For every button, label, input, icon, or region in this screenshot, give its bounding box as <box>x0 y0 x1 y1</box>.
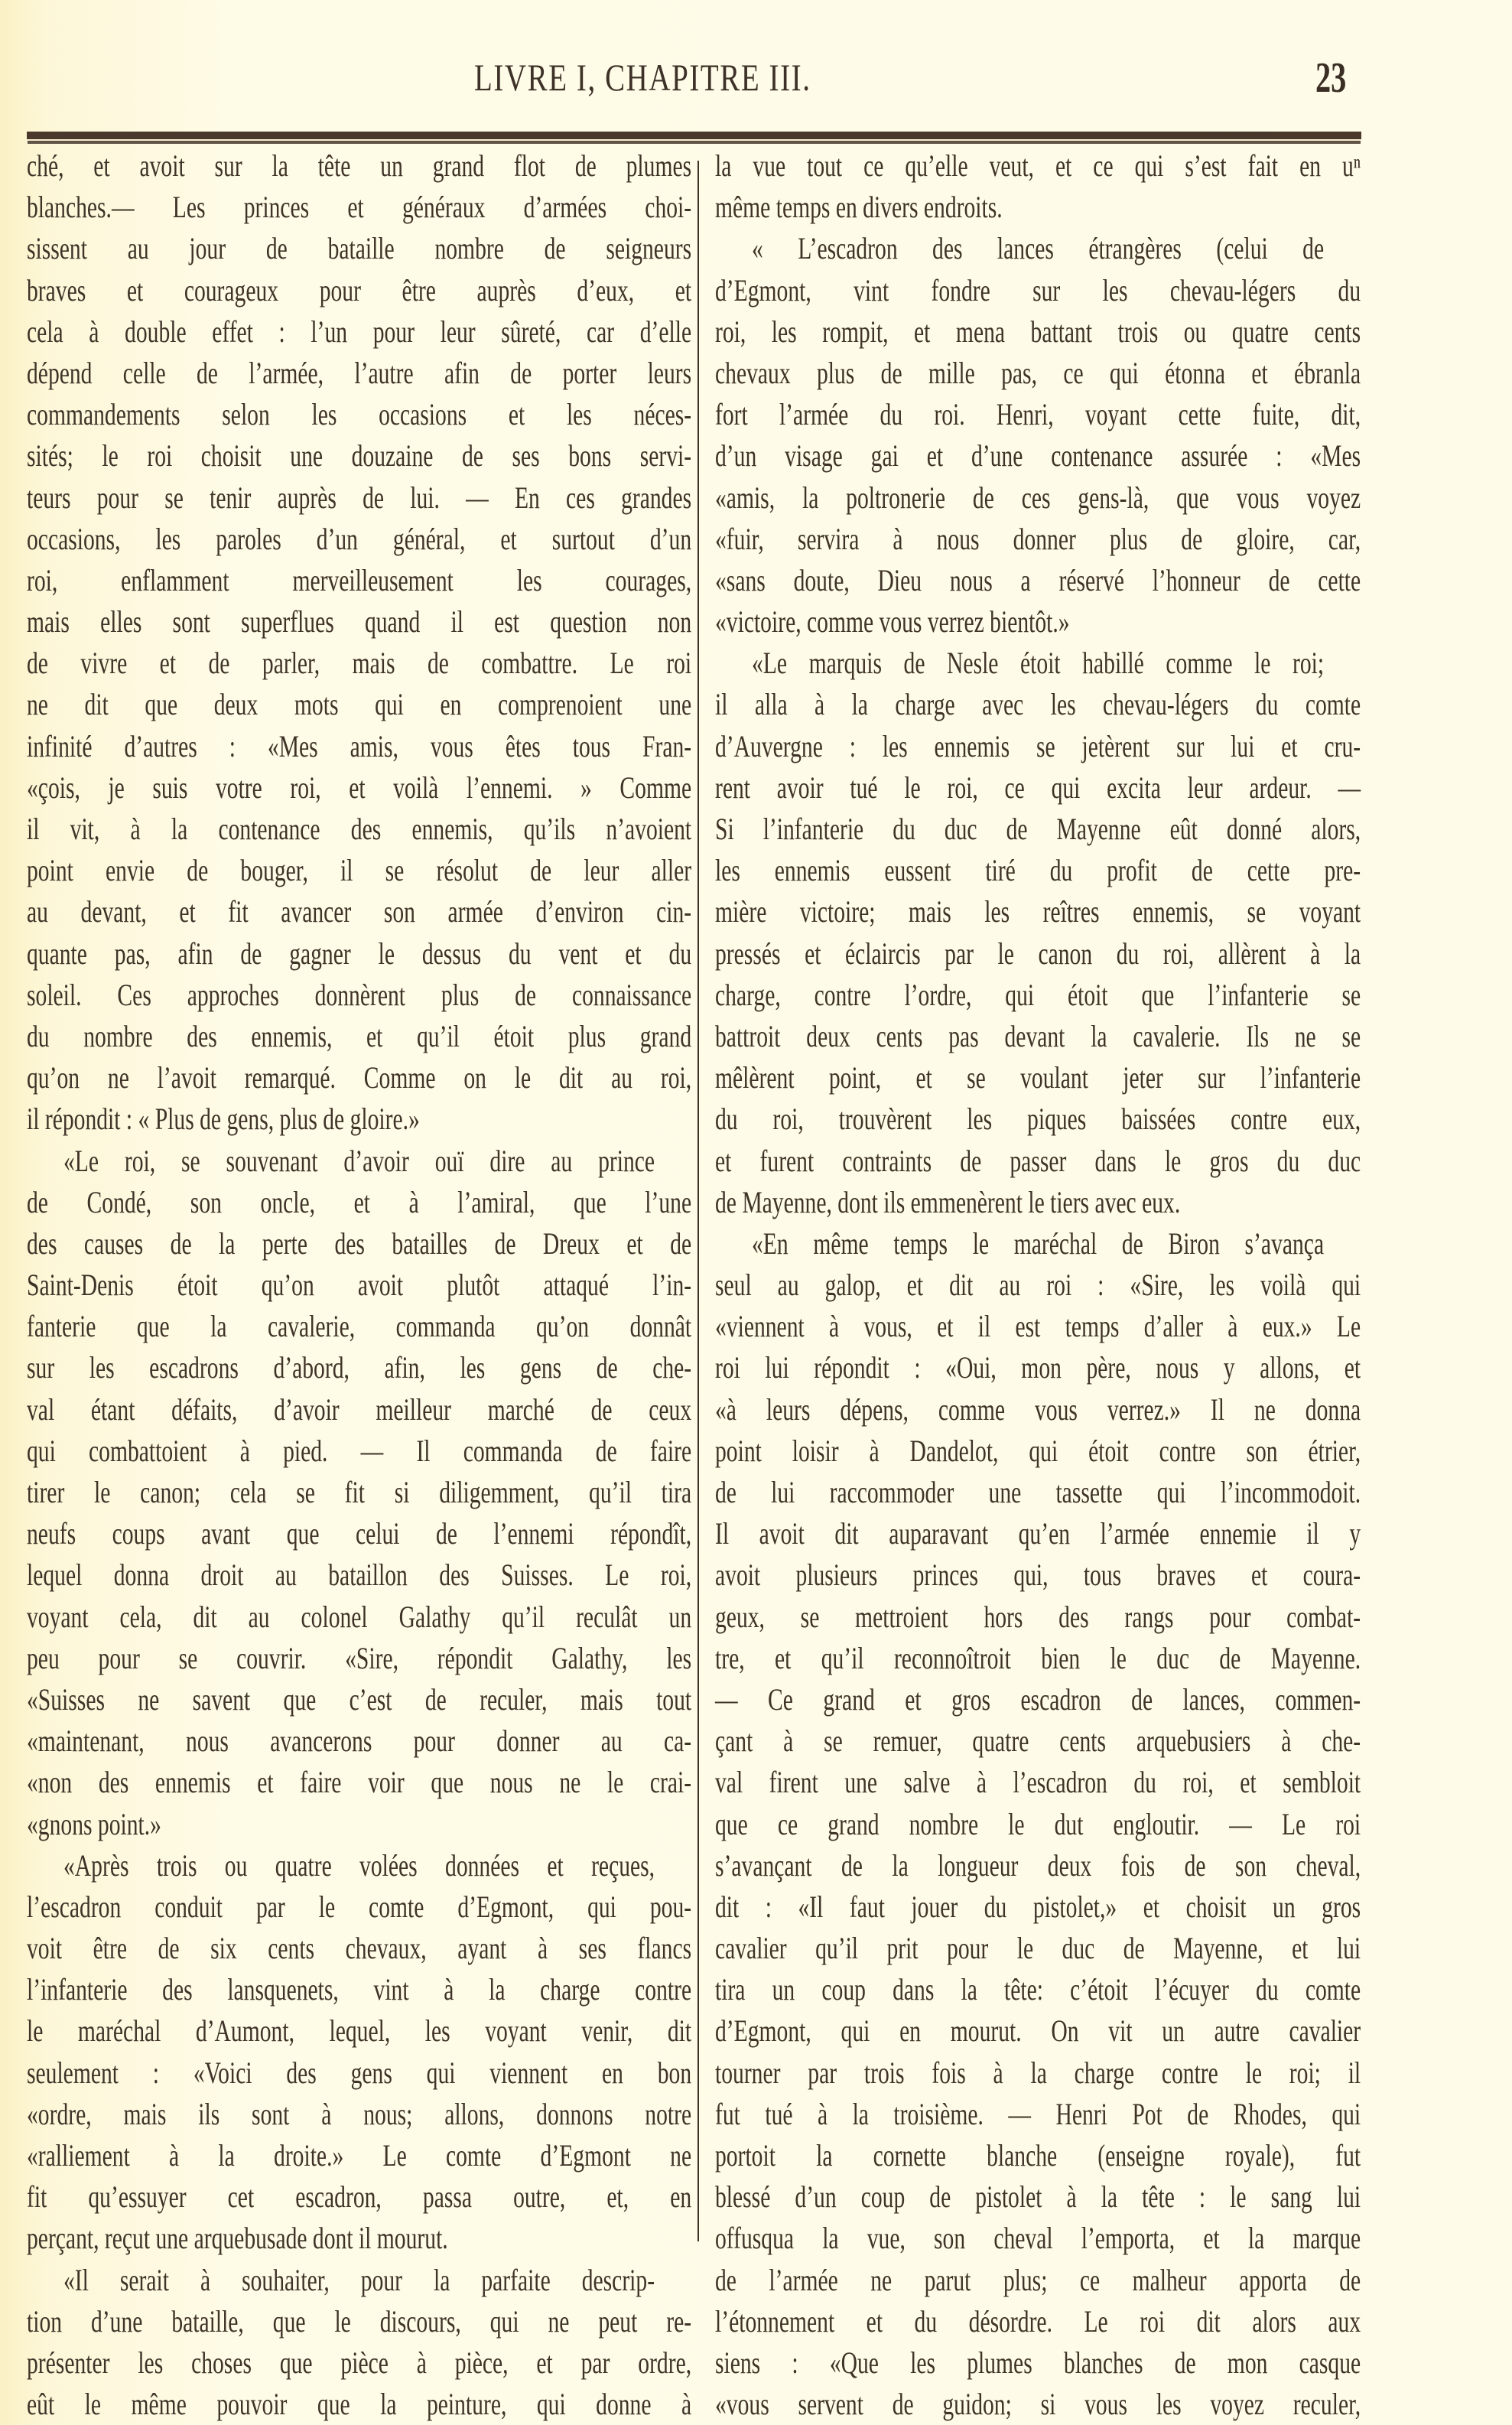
text-line <box>715 1347 1361 1388</box>
text-line-content: roi, les rompit, et mena battant trois ou quatre cents <box>715 314 1361 349</box>
text-line <box>27 1969 692 2010</box>
text-line <box>27 477 692 519</box>
text-line <box>715 311 1361 353</box>
text-line <box>27 850 692 891</box>
text-line <box>715 601 1361 643</box>
text-line-content: battroit deux cents pas devant la cavalerie. Ils ne se <box>715 1018 1361 1053</box>
text-line <box>715 767 1361 809</box>
text-line-content: mêlèrent point, et se voulant jeter sur l’infanterie <box>715 1060 1361 1095</box>
text-line-content: tion d’une bataille, que le discours, qui ne peut re- <box>27 2303 692 2339</box>
text-line <box>27 601 692 643</box>
text-line <box>715 353 1361 394</box>
text-line <box>715 1638 1361 1679</box>
text-line-content: roi, enflamment merveilleusement les courages, <box>27 562 692 597</box>
text-line-content: val firent une salve à l’escadron du roi, et sembloit <box>715 1765 1361 1800</box>
chapter-heading: LIVRE I, CHAPITRE III. <box>474 56 811 99</box>
column-divider <box>697 161 699 2241</box>
text-line-content: du roi, trouvèrent les piques baissées contre eux, <box>715 1102 1361 1137</box>
text-line <box>715 560 1361 601</box>
text-line-content: «Le roi, se souvenant d’avoir ouï dire au prince <box>63 1143 655 1178</box>
text-line <box>715 187 1361 228</box>
text-line <box>27 1886 692 1928</box>
text-line <box>715 1306 1361 1347</box>
text-line-content: qui combattoient à pied. — Il commanda de faire <box>27 1433 692 1468</box>
text-line <box>27 1762 692 1803</box>
text-line <box>715 933 1361 975</box>
text-line-content: Saint-Denis étoit qu’on avoit plutôt attaqué l’in- <box>27 1268 692 1303</box>
text-line <box>715 435 1361 477</box>
text-line-content: siens : «Que les plumes blanches de mon casque <box>715 2345 1361 2380</box>
text-line <box>715 643 1361 684</box>
text-line-content: présenter les choses que pièce à pièce, et par ordre, <box>27 2345 692 2380</box>
text-line-content: blanches.— Les princes et généraux d’armées choi- <box>27 190 692 225</box>
text-line <box>27 1265 692 1306</box>
text-line-content: «En même temps le maréchal de Biron s’avança <box>752 1226 1325 1261</box>
text-line <box>715 1431 1361 1472</box>
text-line-content: seulement : «Voici des gens qui viennent en bon <box>27 2055 692 2090</box>
text-line <box>715 145 1361 187</box>
text-line <box>27 1223 692 1265</box>
text-line <box>715 1057 1361 1099</box>
text-line-content: tourner par trois fois à la charge contre le roi; il <box>715 2055 1361 2090</box>
text-line-content: ne dit que deux mots qui en comprenoient une <box>27 687 692 722</box>
text-line-content: «Le marquis de Nesle étoit habillé comme le roi; <box>752 646 1325 681</box>
text-line-content: — Ce grand et gros escadron de lances, commen- <box>715 1681 1361 1717</box>
text-line-content: eût le même pouvoir que la peinture, qui donne à <box>27 2387 692 2422</box>
text-line <box>27 726 692 767</box>
text-line-content: tira un coup dans la tête: c’étoit l’écuyer du comte <box>715 1972 1361 2007</box>
text-line-content: « L’escadron des lances étrangères (celui de <box>752 231 1325 266</box>
text-line <box>715 1804 1361 1845</box>
text-line-content: blessé d’un coup de pistolet à la tête : le sang lui <box>715 2179 1361 2215</box>
text-line-content: «Suisses ne savent que c’est de reculer, mais tout <box>27 1681 692 1717</box>
text-line-content: les ennemis eussent tiré du profit de cette pre- <box>715 853 1361 888</box>
text-line <box>715 228 1361 269</box>
text-line <box>27 2052 692 2094</box>
text-line <box>715 1016 1361 1057</box>
text-line-content: «ralliement à la droite.» Le comte d’Egmont ne <box>27 2138 692 2173</box>
text-line <box>715 2218 1361 2259</box>
text-line-content: chevaux plus de mille pas, ce qui étonna et ébranla <box>715 355 1361 390</box>
text-line <box>27 1845 692 1886</box>
text-line <box>27 2218 692 2259</box>
text-line-content: de Condé, son oncle, et à l’amiral, que l’une <box>27 1184 692 1219</box>
text-line-content: fort l’armée du roi. Henri, voyant cette fuite, dit, <box>715 397 1361 432</box>
text-line <box>27 270 692 311</box>
text-line-content: de vivre et de parler, mais de combattre. Le roi <box>27 646 692 681</box>
text-line-content: des causes de la perte des batailles de Dreux et de <box>27 1226 692 1261</box>
text-line <box>715 2342 1361 2384</box>
text-line-content: roi lui répondit : «Oui, mon père, nous y allons, et <box>715 1350 1361 1385</box>
text-line <box>715 477 1361 519</box>
text-line-content: çant à se remuer, quatre cents arquebusiers à che- <box>715 1724 1361 1759</box>
text-line-content: d’un visage gai et d’une contenance assurée : «Mes <box>715 438 1361 474</box>
text-line <box>27 1099 692 1140</box>
text-column-left <box>27 145 692 2425</box>
text-line <box>715 2135 1361 2176</box>
text-line <box>27 1679 692 1720</box>
text-line <box>715 1099 1361 1140</box>
text-line <box>27 1513 692 1554</box>
text-column-right <box>715 145 1361 2425</box>
text-line-content: d’Egmont, qui en mourut. On vit un autre cavalier <box>715 2013 1361 2049</box>
text-line <box>715 850 1361 891</box>
text-line-content: le maréchal d’Aumont, lequel, les voyant venir, dit <box>27 2013 692 2049</box>
text-line-content: avoit plusieurs princes qui, tous braves et coura- <box>715 1558 1361 1593</box>
text-line-content: peu pour se couvrir. «Sire, répondit Galathy, les <box>27 1640 692 1675</box>
text-line <box>715 1597 1361 1638</box>
text-line-content: «vous servent de guidon; si vous les voyez reculer, <box>715 2387 1361 2422</box>
text-line <box>715 394 1361 435</box>
text-line-content: et furent contraints de passer dans le gros du duc <box>715 1143 1361 1178</box>
text-line-content: «maintenant, nous avancerons pour donner au ca- <box>27 1724 692 1759</box>
text-line-content: seul au galop, et dit au roi : «Sire, les voilà qui <box>715 1268 1361 1303</box>
text-line-content: que ce grand nombre le dut engloutir. — Le roi <box>715 1806 1361 1841</box>
text-line <box>715 1223 1361 1265</box>
text-line <box>27 684 692 725</box>
text-line-content: «fuir, servira à nous donner plus de gloire, car, <box>715 521 1361 556</box>
text-line-content: geux, se mettroient hors des rangs pour combat- <box>715 1599 1361 1634</box>
text-line-content: «sans doute, Dieu nous a réservé l’honneur de cette <box>715 562 1361 597</box>
text-line <box>27 975 692 1016</box>
text-line-content: sur les escadrons d’abord, afin, les gens de che- <box>27 1350 692 1385</box>
text-line-content: fanterie que la cavalerie, commanda qu’on donnât <box>27 1309 692 1344</box>
text-line <box>27 2135 692 2176</box>
text-line-content: d’Auvergne : les ennemis se jetèrent sur lui et cru- <box>715 728 1361 763</box>
text-line <box>27 1928 692 1969</box>
text-line-content: voyant cela, dit au colonel Galathy qu’il reculât un <box>27 1599 692 1634</box>
text-line-content: soleil. Ces approches donnèrent plus de connaissance <box>27 977 692 1012</box>
text-line <box>27 311 692 353</box>
text-line <box>27 1638 692 1679</box>
text-line <box>715 1141 1361 1182</box>
text-line-content: fut tué à la troisième. — Henri Pot de Rhodes, qui <box>715 2096 1361 2131</box>
text-line-content: de l’armée ne parut plus; ce malheur apporta de <box>715 2262 1361 2297</box>
text-line-content: val étant défaits, d’avoir meilleur marché de ceux <box>27 1392 692 1427</box>
text-line <box>715 1265 1361 1306</box>
text-line-content: «amis, la poltronerie de ces gens-là, que vous voyez <box>715 480 1361 515</box>
page-number: 23 <box>1315 54 1347 102</box>
text-line <box>27 1306 692 1347</box>
text-line <box>715 1679 1361 1720</box>
text-line <box>715 1389 1361 1431</box>
text-line-content: tirer le canon; cela se fit si diligemment, qu’il tira <box>27 1475 692 1509</box>
text-line-content: occasions, les paroles d’un général, et surtout d’un <box>27 521 692 556</box>
text-line-content: «viennent à vous, et il est temps d’aller à eux.» Le <box>715 1309 1361 1344</box>
text-line-content: mière victoire; mais les reîtres ennemis, se voyant <box>715 894 1361 929</box>
running-head <box>0 55 1361 116</box>
text-line-content: qu’on ne l’avoit remarqué. Comme on le dit au roi, <box>27 1060 692 1095</box>
text-line <box>715 1969 1361 2010</box>
text-line-content: l’étonnement et du désordre. Le roi dit alors aux <box>715 2303 1361 2339</box>
text-line-content: voit être de six cents chevaux, ayant à ses flancs <box>27 1931 692 1966</box>
text-line <box>715 270 1361 311</box>
text-line <box>27 519 692 560</box>
text-line <box>27 2094 692 2135</box>
text-line <box>27 1431 692 1472</box>
text-line-content: l’escadron conduit par le comte d’Egmont, qui pou- <box>27 1889 692 1924</box>
text-line-content: braves et courageux pour être auprès d’eux, et <box>27 272 692 308</box>
text-line-content: point loisir à Dandelot, qui étoit contre son étrier, <box>715 1433 1361 1468</box>
text-line-content: il alla à la charge avec les chevau-légers du comte <box>715 687 1361 722</box>
text-line <box>27 1016 692 1057</box>
text-line <box>715 809 1361 850</box>
text-line-content: pressés et éclaircis par le canon du roi, allèrent à la <box>715 936 1361 971</box>
text-line-content: sissent au jour de bataille nombre de seigneurs <box>27 231 692 266</box>
text-line <box>715 1472 1361 1513</box>
text-line <box>715 1554 1361 1596</box>
text-line <box>27 1597 692 1638</box>
text-line <box>27 2010 692 2052</box>
text-line-content: offusqua la vue, son cheval l’emporta, et la marque <box>715 2221 1361 2256</box>
text-line-content: commandements selon les occasions et les néces- <box>27 397 692 432</box>
text-line-content: de Mayenne, dont ils emmenèrent le tiers avec eux. <box>715 1184 1181 1219</box>
text-line-content: «victoire, comme vous verrez bientôt.» <box>715 604 1070 640</box>
text-line-content: «çois, je suis votre roi, et voilà l’ennemi. » Comme <box>27 770 692 805</box>
text-line <box>715 1762 1361 1803</box>
header-rule <box>27 132 1361 141</box>
text-line <box>27 394 692 435</box>
text-line-content: portoit la cornette blanche (enseigne royale), fut <box>715 2138 1361 2173</box>
text-line-content: quante pas, afin de gagner le dessus du vent et du <box>27 936 692 971</box>
text-line <box>27 435 692 477</box>
text-line-content: il vit, à la contenance des ennemis, qu’ils n’avoient <box>27 812 692 846</box>
text-line <box>27 353 692 394</box>
text-line <box>27 891 692 933</box>
text-line-content: même temps en divers endroits. <box>715 190 1003 225</box>
text-line-content: «ordre, mais ils sont à nous; allons, donnons notre <box>27 2096 692 2131</box>
text-line-content: au devant, et fit avancer son armée d’environ cin- <box>27 894 692 929</box>
text-line <box>27 1804 692 1845</box>
text-line <box>27 1389 692 1431</box>
text-line <box>27 643 692 684</box>
text-line <box>715 2301 1361 2342</box>
text-line <box>715 891 1361 933</box>
text-line-content: d’Egmont, vint fondre sur les chevau-légers du <box>715 272 1361 308</box>
text-line-content: charge, contre l’ordre, qui étoit que l’infanterie se <box>715 977 1361 1012</box>
text-line-content: neufs coups avant que celui de l’ennemi répondît, <box>27 1516 692 1551</box>
text-line <box>27 1720 692 1762</box>
text-line <box>27 809 692 850</box>
text-line <box>27 933 692 975</box>
text-line-content: «gnons point.» <box>27 1806 161 1841</box>
text-line-content: fit qu’essuyer cet escadron, passa outre, et, en <box>27 2179 692 2215</box>
text-line <box>715 684 1361 725</box>
text-line <box>27 2342 692 2384</box>
text-line <box>715 2010 1361 2052</box>
text-line-content: point envie de bouger, il se résolut de leur aller <box>27 853 692 888</box>
text-line-content: l’infanterie des lansquenets, vint à la charge contre <box>27 1972 692 2007</box>
text-line-content: perçant, reçut une arquebusade dont il mourut. <box>27 2221 448 2256</box>
text-line <box>27 1057 692 1099</box>
text-line-content: infinité d’autres : «Mes amis, vous êtes tous Fran- <box>27 728 692 763</box>
text-line-content: sités; le roi choisit une douzaine de ses bons servi- <box>27 438 692 474</box>
text-line <box>715 1886 1361 1928</box>
text-line-content: teurs pour se tenir auprès de lui. — En ces grandes <box>27 480 692 515</box>
text-line-content: lequel donna droit au bataillon des Suisses. Le roi, <box>27 1558 692 1593</box>
text-line-content: rent avoir tué le roi, ce qui excita leur ardeur. — <box>715 770 1361 805</box>
text-line <box>715 1720 1361 1762</box>
text-line <box>27 2384 692 2425</box>
text-line <box>715 1845 1361 1886</box>
text-line <box>27 228 692 269</box>
text-line-content: cela à double effet : l’un pour leur sûreté, car d’elle <box>27 314 692 349</box>
text-line <box>715 1182 1361 1223</box>
text-line-content: Il avoit dit auparavant qu’en l’armée ennemie il y <box>715 1516 1361 1551</box>
text-line <box>715 1513 1361 1554</box>
text-line-content: du nombre des ennemis, et qu’il étoit plus grand <box>27 1018 692 1053</box>
text-line <box>27 1347 692 1388</box>
text-line <box>27 1554 692 1596</box>
text-line-content: il répondit : « Plus de gens, plus de gloire.» <box>27 1102 420 1137</box>
text-line-content: mais elles sont superflues quand il est question non <box>27 604 692 640</box>
text-line-content: cavalier qu’il prit pour le duc de Mayenne, et lui <box>715 1931 1361 1966</box>
text-line-content: «Il serait à souhaiter, pour la parfaite descrip- <box>63 2262 655 2297</box>
text-line <box>27 1472 692 1513</box>
text-line <box>715 975 1361 1016</box>
text-line-content: «à leurs dépens, comme vous verrez.» Il ne donna <box>715 1392 1361 1427</box>
text-line-content: la vue tout ce qu’elle veut, et ce qui s’est fait en uⁿ <box>715 148 1361 183</box>
text-line-content: de lui raccommoder une tassette qui l’incommodoit. <box>715 1475 1361 1509</box>
text-line-content: dit : «Il faut jouer du pistolet,» et choisit un gros <box>715 1889 1361 1924</box>
text-line-content: ché, et avoit sur la tête un grand flot de plumes <box>27 148 692 183</box>
text-line-content: Si l’infanterie du duc de Mayenne eût donné alors, <box>715 812 1361 846</box>
text-line <box>27 560 692 601</box>
text-line <box>715 519 1361 560</box>
text-line <box>715 2384 1361 2425</box>
text-line <box>715 2260 1361 2301</box>
text-line <box>27 1141 692 1182</box>
text-line <box>715 1928 1361 1969</box>
text-line <box>27 145 692 187</box>
text-line <box>27 2260 692 2301</box>
text-line-content: «Après trois ou quatre volées données et reçues, <box>63 1847 655 1883</box>
text-line <box>715 2176 1361 2218</box>
text-line <box>27 767 692 809</box>
text-line <box>27 2176 692 2218</box>
text-line-content: «non des ennemis et faire voir que nous ne le crai- <box>27 1765 692 1800</box>
text-line-content: dépend celle de l’armée, l’autre afin de porter leurs <box>27 355 692 390</box>
text-line <box>27 1182 692 1223</box>
text-line-content: s’avançant de la longueur deux fois de son cheval, <box>715 1847 1361 1883</box>
text-line <box>715 726 1361 767</box>
text-line <box>715 2052 1361 2094</box>
text-line-content: tre, et qu’il reconnoîtroit bien le duc de Mayenne. <box>715 1640 1361 1675</box>
text-line <box>715 2094 1361 2135</box>
text-line <box>27 187 692 228</box>
text-line <box>27 2301 692 2342</box>
